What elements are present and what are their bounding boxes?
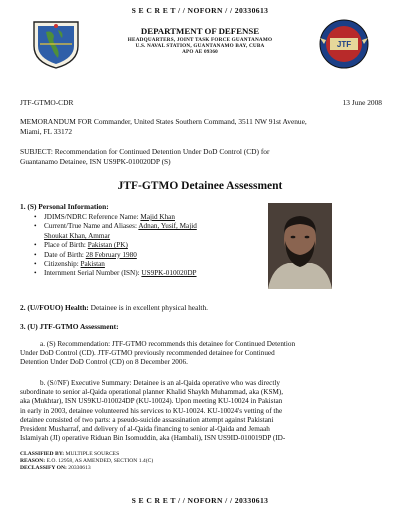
subject-line-2: Guantanamo Detainee, ISN US9PK-010020DP (S) (20, 157, 171, 166)
info-item-citizenship: • Citizenship: Pakistan (34, 260, 264, 269)
section-1-heading: 1. (S) Personal Information: (20, 202, 109, 211)
executive-summary-paragraph: b. (S//NF) Executive Summary: Detainee is an al-Qaida operative who was directly subordinate to senior al-Qaida operational planner Khalid Shaykh Muhammad, aka (KSM), aka (Mukhtar), ISN US9KU-010024DP (KU-10024). Upon meeting KU-10024 in Pakistan in early in 2003, detainee volunteered his services to KU-10024. KU-10024's vetting of the detainee consisted of two parts: a pseudo-suicide assassination attempt against Pakistani President Musharraf, and delivery of al-Qaida financing to senior al-Qaida and Jemaah Islamiyah (JI) operative Riduan Bin Isomuddin, aka (Hambali), ISN US9ID-010019DP (ID- (20, 379, 286, 443)
classification-banner-top: S E C R E T / / NOFORN / / 20330613 (131, 6, 269, 15)
header-line-3: APO AE 09360 (182, 49, 218, 55)
memo-for-line-2: Miami, FL 33172 (20, 127, 73, 136)
info-item-place-of-birth: • Place of Birth: Pakistan (PK) (34, 241, 264, 250)
assessment-title: JTF-GTMO Detainee Assessment (117, 180, 283, 192)
section-3-heading: 3. (U) JTF-GTMO Assessment: (20, 322, 119, 331)
office-symbol: JTF-GTMO-CDR (20, 98, 74, 107)
recommendation-paragraph: a. (S) Recommendation: JTF-GTMO recommends this detainee for Continued Detention Under DoD Control (CD). JTF-GTMO previously recommended detainee for Continued Detention Under DoD Control (CD) on 8 December 2006. (20, 340, 296, 367)
reason: REASON: E.O. 12958, AS AMENDED, SECTION 1.4(C) (20, 458, 154, 464)
classification-footer (20, 451, 153, 472)
personal-info-list (34, 213, 264, 279)
header-line-2: U.S. NAVAL STATION, GUANTANAMO BAY, CUBA (135, 43, 265, 49)
detainee-photo (268, 203, 332, 289)
header-line-1: HEADQUARTERS, JOINT TASK FORCE GUANTANAMO (127, 37, 273, 43)
svg-text:JTF: JTF (336, 40, 352, 49)
classification-banner-bottom: S E C R E T / / NOFORN / / 20330613 (131, 496, 269, 505)
info-item-date-of-birth: • Date of Birth: 28 February 1980 (34, 251, 264, 260)
info-item-names-aliases: • Current/True Name and Aliases: Adnan, Yusif, Majid Shoukat Khan, Ammar (34, 222, 264, 241)
memo-for-line-1: MEMORANDUM FOR Commander, United States Southern Command, 3511 NW 91st Avenue, (20, 117, 307, 126)
classified-by: CLASSIFIED BY: MULTIPLE SOURCES (20, 451, 120, 457)
section-2-health: 2. (U//FOUO) Health: Detainee is in excellent physical health. (20, 303, 208, 312)
department-title: DEPARTMENT OF DEFENSE (140, 26, 260, 36)
subject-line-1: SUBJECT: Recommendation for Continued Detention Under DoD Control (CD) for (20, 147, 270, 156)
info-item-isn: • Internment Serial Number (ISN): US9PK-010020DP (34, 269, 264, 278)
memo-date: 13 June 2008 (342, 98, 382, 107)
declassify-on: DECLASSIFY ON: 20330613 (20, 465, 91, 471)
info-item-reference-name: • JDIMS/NDRC Reference Name: Majid Khan (34, 213, 264, 222)
